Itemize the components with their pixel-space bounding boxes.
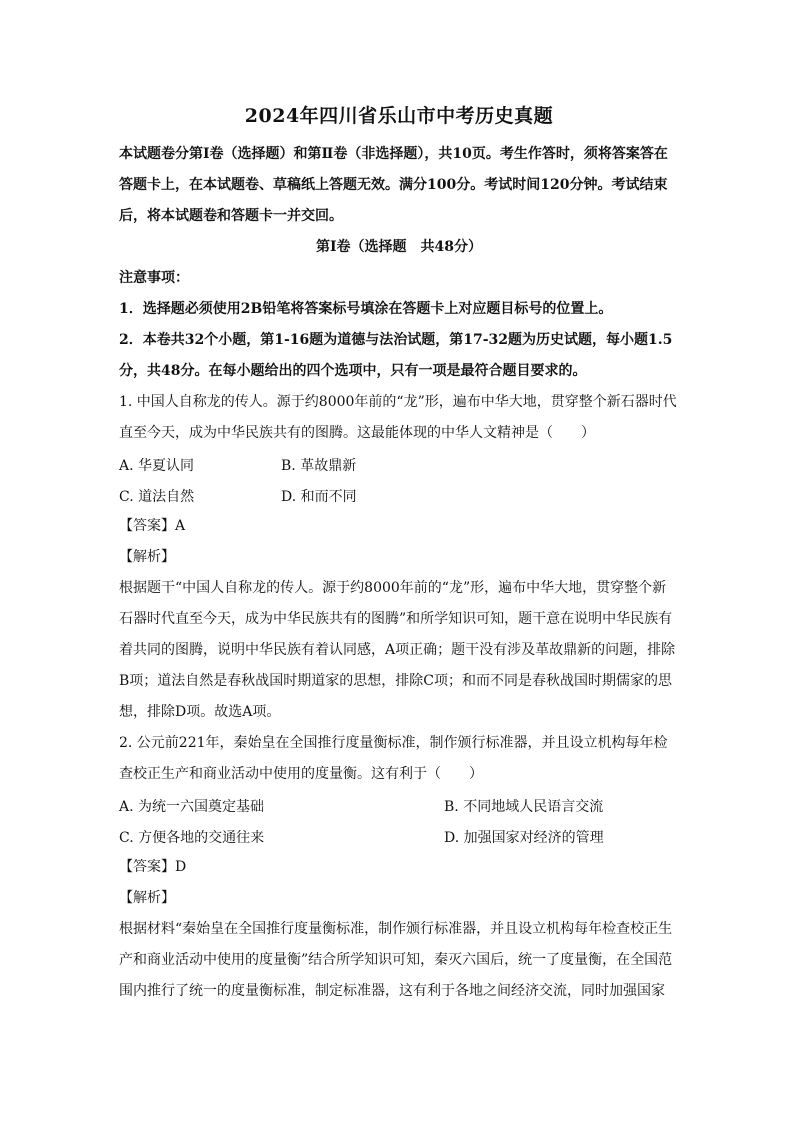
question-2-analysis-label: 【解析】 bbox=[119, 890, 175, 906]
document-content bbox=[119, 104, 679, 1007]
question-1-option-c: C. 道法自然 bbox=[119, 488, 195, 505]
page-title: 2024年四川省乐山市中考历史真题 bbox=[244, 105, 554, 127]
note-item-2: 2．本卷共32个小题，第1-16题为道德与法治试题，第17-32题为历史试题，每小题1.5分，共48分。在每小题给出的四个选项中，只有一项是最符合题目要求的。 bbox=[119, 332, 673, 379]
question-2-analysis: 根据材料“秦始皇在全国推行度量衡标准，制作颁行标准器，并且设立机构每年检查校正生产和商业活动中使用的度量衡”结合所学知识可知，秦灭六国后，统一了度量衡，在全国范围内推行了统一的度量衡标准，制定标准器，这有利于各地之间经济交流，同时加强国家 bbox=[119, 921, 673, 999]
question-2-options-row-1 bbox=[119, 790, 679, 821]
notes-heading: 注意事项： bbox=[119, 270, 189, 286]
question-1-analysis: 根据题干“中国人自称龙的传人。源于约8000年前的“龙”形，遍布中华大地，贯穿整个新石器时代直至今天，成为中华民族共有的图腾”和所学知识可知，题干意在说明中华民族有着共同的图腾，说明中华民族有着认同感，A项正确；题干没有涉及革故鼎新的问题，排除B项；道法自然是春秋战国时期道家的思想，排除C项；和而不同是春秋战国时期儒家的思想，排除D项。故选A项。 bbox=[119, 580, 676, 720]
question-2-options-row-2 bbox=[119, 821, 679, 852]
intro-paragraph: 本试题卷分第Ⅰ卷（选择题）和第Ⅱ卷（非选择题），共10页。考生作答时，须将答案答在答题卡上，在本试题卷、草稿纸上答题无效。满分100分。考试时间120分钟。考试结束后，将本试题卷和答题卡一并交回。 bbox=[119, 146, 668, 224]
section-heading: 第Ⅰ卷（选择题 共48分） bbox=[315, 239, 483, 255]
question-1-option-d: D. 和而不同 bbox=[281, 488, 357, 505]
question-1-options-row-2 bbox=[119, 480, 679, 511]
question-2-option-d: D. 加强国家对经济的管理 bbox=[444, 829, 604, 846]
question-1-option-b: B. 革故鼎新 bbox=[281, 457, 357, 474]
question-1-analysis-label: 【解析】 bbox=[119, 549, 175, 565]
note-item-1: 1．选择题必须使用2B铅笔将答案标号填涂在答题卡上对应题目标号的位置上。 bbox=[119, 301, 613, 317]
question-2-answer: 【答案】D bbox=[119, 859, 187, 875]
question-1-options-row-1 bbox=[119, 449, 679, 480]
question-2-option-a: A. 为统一六国奠定基础 bbox=[119, 798, 265, 815]
question-1-stem: 1. 中国人自称龙的传人。源于约8000年前的“龙”形，遍布中华大地，贯穿整个新石器时代直至今天，成为中华民族共有的图腾。这最能体现的中华人文精神是（ ） bbox=[119, 394, 677, 441]
question-2-option-b: B. 不同地域人民语言交流 bbox=[444, 798, 604, 815]
question-2-stem: 2. 公元前221年，秦始皇在全国推行度量衡标准，制作颁行标准器，并且设立机构每年检查校正生产和商业活动中使用的度量衡。这有利于（ ） bbox=[119, 735, 668, 782]
question-1-answer: 【答案】A bbox=[119, 518, 186, 534]
question-2-option-c: C. 方便各地的交通往来 bbox=[119, 829, 265, 846]
question-1-option-a: A. 华夏认同 bbox=[119, 457, 195, 474]
